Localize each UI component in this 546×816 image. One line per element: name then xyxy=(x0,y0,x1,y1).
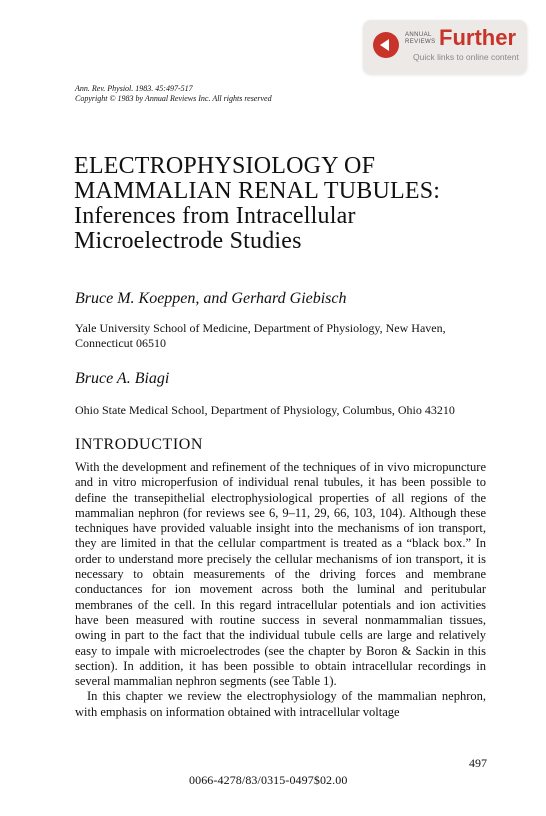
body-text xyxy=(75,460,486,720)
copyright-line: Copyright © 1983 by Annual Reviews Inc. All rights reserved xyxy=(75,94,272,103)
article-code: 0066-4278/83/0315-0497$02.00 xyxy=(189,773,348,787)
author-affiliation: Yale University School of Medicine, Department of Physiology, New Haven, Connecticut 06510 xyxy=(75,321,446,350)
annual-reviews-logo: ANNUAL REVIEWS xyxy=(405,32,436,45)
journal-citation xyxy=(75,84,272,104)
author-affiliation: Ohio State Medical School, Department of Physiology, Columbus, Ohio 43210 xyxy=(75,403,455,417)
author-names: Bruce A. Biagi xyxy=(75,370,170,387)
paragraph: In this chapter we review the electrophysiology of the mammalian nephron, with emphasis on information obtained with intracellular voltage xyxy=(75,689,486,719)
arrow-left-icon xyxy=(373,32,399,58)
citation-line: Ann. Rev. Physiol. 1983. 45:497-517 xyxy=(75,84,193,93)
author-names: Bruce M. Koeppen, and Gerhard Giebisch xyxy=(75,290,347,307)
section-heading: INTRODUCTION xyxy=(75,436,204,453)
paragraph: With the development and refinement of the techniques of in vivo micropuncture and in vitro microperfusion of individual renal tubules, it has been possible to define the transepithelial electrophysiological properties of all regions of the mammalian nephron (for reviews see 6, 9–11, 29, 66, 103, 104). Although these techniques have provided valuable insight into the mechanisms of ion transport, they are limited in that the cellular compartment is treated as a “black box.” In order to understand more precisely the cellular mechanisms of ion transport, it is necessary to obtain measurements of the driving forces and membrane conductances for ion movement across both the luminal and peritubular membranes of the cell. In this regard intracellular potentials and ion activities have been measured with routine success in several nonmammalian tissues, owing in part to the fact that the individual tubule cells are large and relatively easy to impale with microelectrodes (see the chapter by Boron & Sackin in this section). In addition, it has been possible to obtain intracellular recordings in several mammalian nephron segments (see Table 1). xyxy=(75,460,486,689)
further-links-badge[interactable] xyxy=(363,20,527,74)
page-number: 497 xyxy=(469,756,487,770)
further-label: Further xyxy=(439,25,516,50)
quick-links-text: Quick links to online content xyxy=(413,52,519,62)
article-title: ELECTROPHYSIOLOGY OF MAMMALIAN RENAL TUBULES: Inferences from Intracellular Microelectrode Studies xyxy=(74,153,441,254)
